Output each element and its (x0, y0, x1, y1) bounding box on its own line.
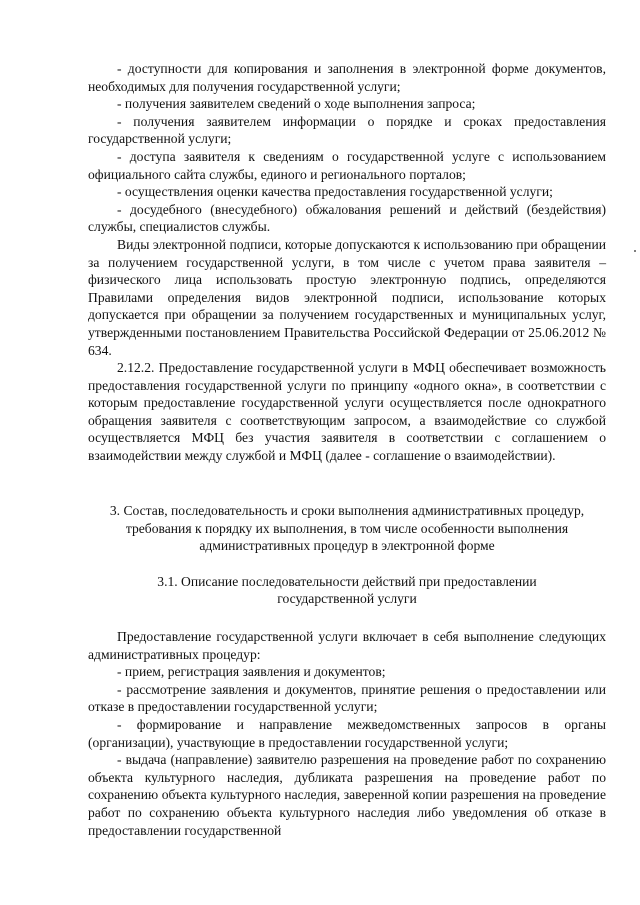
section-3-1-heading: 3.1. Описание последовательности действий при предоставлении государственной услуги (157, 573, 537, 607)
section-3-heading: 3. Состав, последовательность и сроки выполнения административных процедур, требования к порядку их выполнения, в том числе особенности выполнения административных процедур в электронной форме (109, 503, 585, 554)
bottom-text-block (88, 628, 606, 839)
paragraph-request-progress: - получения заявителем сведений о ходе выполнения запроса; (117, 96, 476, 112)
paragraph-availability-copy-fill: - доступности для копирования и заполнения в электронной форме документов, необходимых для получения государственной услуги; (88, 61, 606, 94)
scan-speck (634, 250, 636, 252)
paragraph-procedure-reception: - прием, регистрация заявления и документов; (117, 664, 386, 680)
paragraph-quality-assessment: - осуществления оценки качества предоставления государственной услуги; (117, 184, 553, 200)
heading-spacer (88, 555, 606, 573)
paragraph-procedure-interagency: - формирование и направление межведомственных запросов в органы (организации), участвующие в предоставлении государственной услуги; (88, 716, 606, 750)
section-3-headings (88, 502, 606, 608)
paragraph-procedures-intro: Предоставление государственной услуги включает в себя выполнение следующих административных процедур: (88, 629, 606, 662)
paragraph-pretrial-appeal: - досудебного (внесудебного) обжалования решений и действий (бездействия) службы, специалистов службы. (88, 201, 606, 235)
paragraph-2-12-2-mfc: 2.12.2. Предоставление государственной услуги в МФЦ обеспечивает возможность предоставления государственной услуги по принципу «одного окна», в соответствии с которым предоставление государственной услуги осуществляется после однократного обращения заявителя с соответствующим запросом, а взаимодействие со службой осуществляется МФЦ без участия заявителя в соответствии с соглашением о взаимодействии между службой и МФЦ (далее - соглашение о взаимодействии). (88, 360, 606, 464)
paragraph-procedure-info: - получения заявителем информации о порядке и сроках предоставления государственной услуги; (88, 113, 606, 147)
paragraph-procedure-review: - рассмотрение заявления и документов, принятие решения о предоставлении или отказе в предоставлении государственной услуги; (88, 681, 606, 715)
paragraph-procedure-issuance: - выдача (направление) заявителю разрешения на проведение работ по сохранению объекта культурного наследия, дубликата разрешения на проведение работ по сохранению объекта культурного наследия, заверенной копии разрешения на проведение работ по сохранению объекта культурного наследия либо уведомления об отказе в предоставлении государственной (88, 752, 606, 838)
paragraph-electronic-signature: Виды электронной подписи, которые допускаются к использованию при обращении за получением государственной услуги, в том числе с учетом права заявителя – физического лица использовать простую электронную подпись, определяются Правилами определения видов электронной подписи, использование которых допускается при обращении за получением государственных и муниципальных услуг, утвержденными постановлением Правительства Российской Федерации от 25.06.2012 № 634. (88, 236, 606, 358)
paragraph-access-portals: - доступа заявителя к сведениям о государственной услуге с использованием официального сайта службы, единого и регионального порталов; (88, 148, 606, 182)
top-text-block (88, 60, 606, 465)
